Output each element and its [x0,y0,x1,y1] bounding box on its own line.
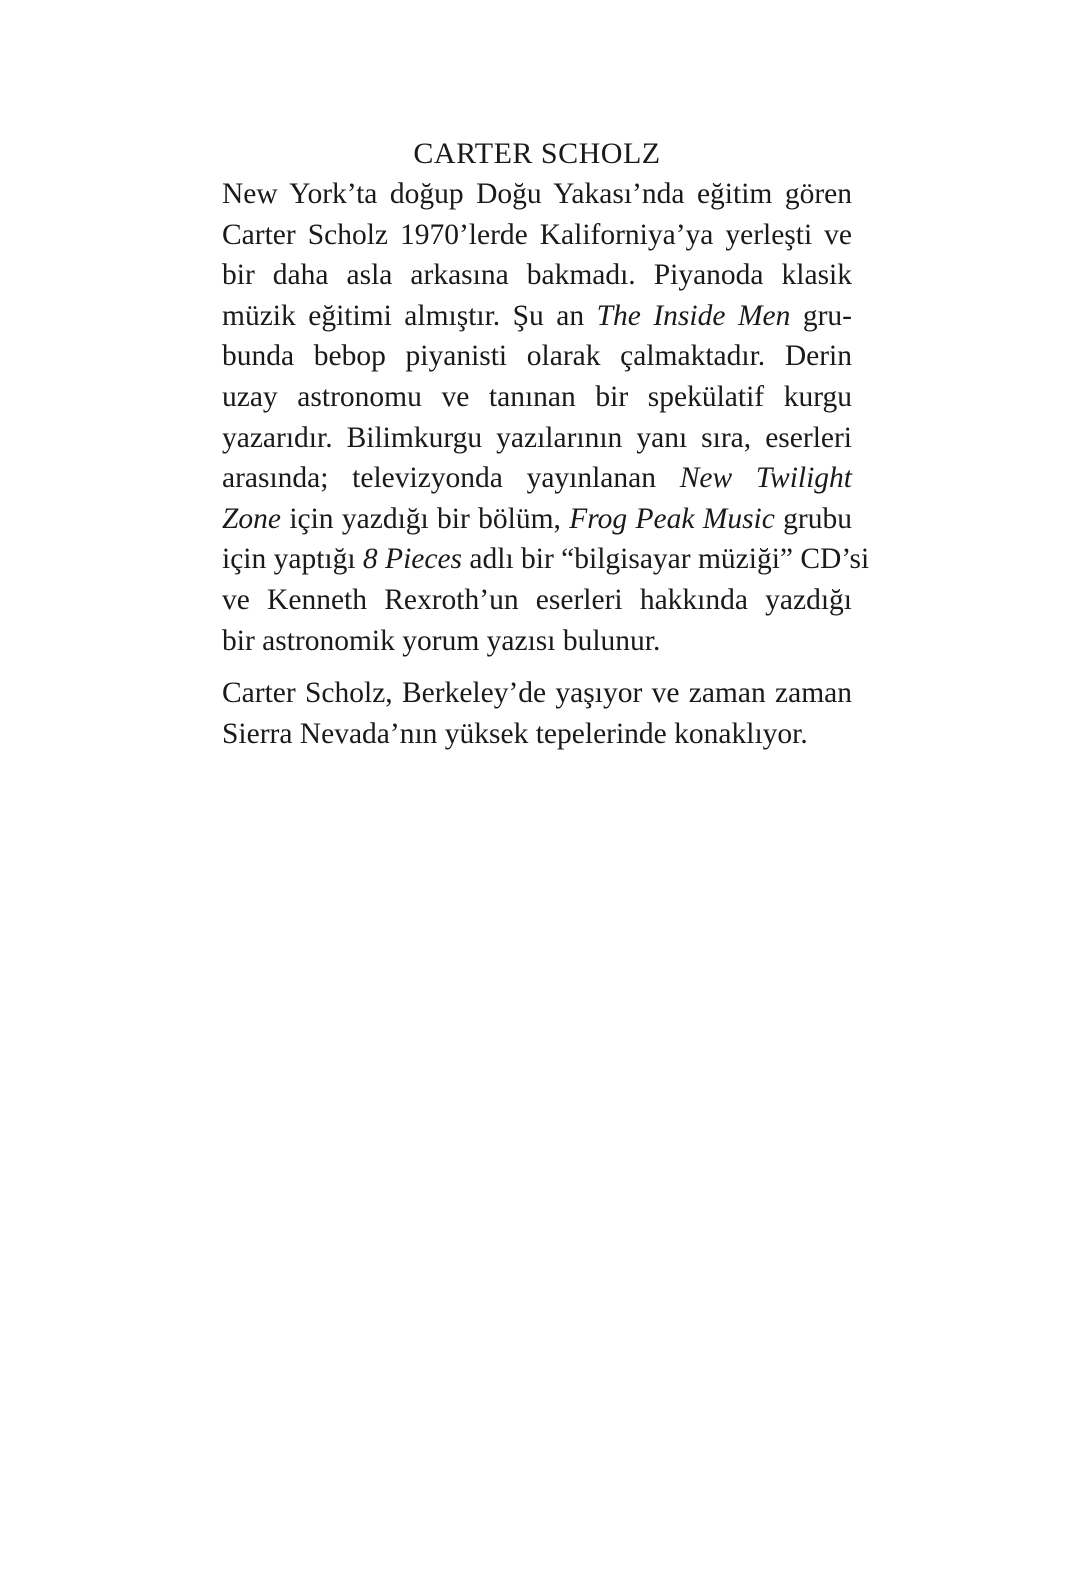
author-name-heading: CARTER SCHOLZ [413,137,661,170]
text-span: müzik eğitimi almıştır. Şu an [222,299,597,332]
text-span: için yazdığı bir bölüm, [281,502,570,535]
show-title-italic: Zone [222,502,281,535]
text-line [222,621,852,662]
text-span: New York’ta doğup Doğu Yakası’nda eğitim gören [222,178,852,210]
text-line [222,580,852,621]
text-span: ve Kenneth Rexroth’un eserleri hakkında yazdığı [222,583,852,616]
text-line [222,458,852,499]
text-span: adlı bir “bilgisayar müziği” CD’si [462,543,870,576]
text-line [222,377,852,418]
show-title-italic: New Twilight [679,462,852,495]
text-span: yazarıdır. Bilimkurgu yazılarının yanı sıra, eserleri [222,421,852,454]
text-line [222,673,852,714]
text-line [222,539,870,580]
text-span: uzay astronomu ve tanınan bir spekülatif kurgu [222,380,852,413]
text-line [222,499,852,540]
group-name-italic: Frog Peak Music [569,502,775,535]
text-span: için yaptığı [222,543,363,576]
text-span: Carter Scholz, Berkeley’de yaşıyor ve zaman zaman [222,677,852,710]
text-span: arasında; televizyonda yayınlanan [222,462,680,495]
text-line [222,255,852,296]
text-span: Sierra Nevada’nın yüksek tepelerinde konaklıyor. [222,717,808,750]
bio-paragraph-2 [222,673,852,754]
text-line [222,714,852,755]
text-line [222,418,852,459]
text-line [222,215,852,256]
band-name-italic: The Inside Men [596,299,791,332]
text-line [222,336,852,377]
text-span: gru- [790,299,852,332]
text-span: grubu [774,502,852,535]
text-line [222,174,852,215]
text-span: bir astronomik yorum yazısı bulunur. [222,624,661,657]
text-span: bunda bebop piyanisti olarak çalmaktadır. Derin [222,340,852,373]
bio-paragraph-1 [222,174,870,661]
text-span: Carter Scholz 1970’lerde Kaliforniya’ya yerleşti ve [222,218,852,251]
text-span: bir daha asla arkasına bakmadı. Piyanoda klasik [222,259,852,292]
album-title-italic: 8 Pieces [362,543,463,576]
text-line [222,296,852,337]
author-bio [222,134,870,754]
